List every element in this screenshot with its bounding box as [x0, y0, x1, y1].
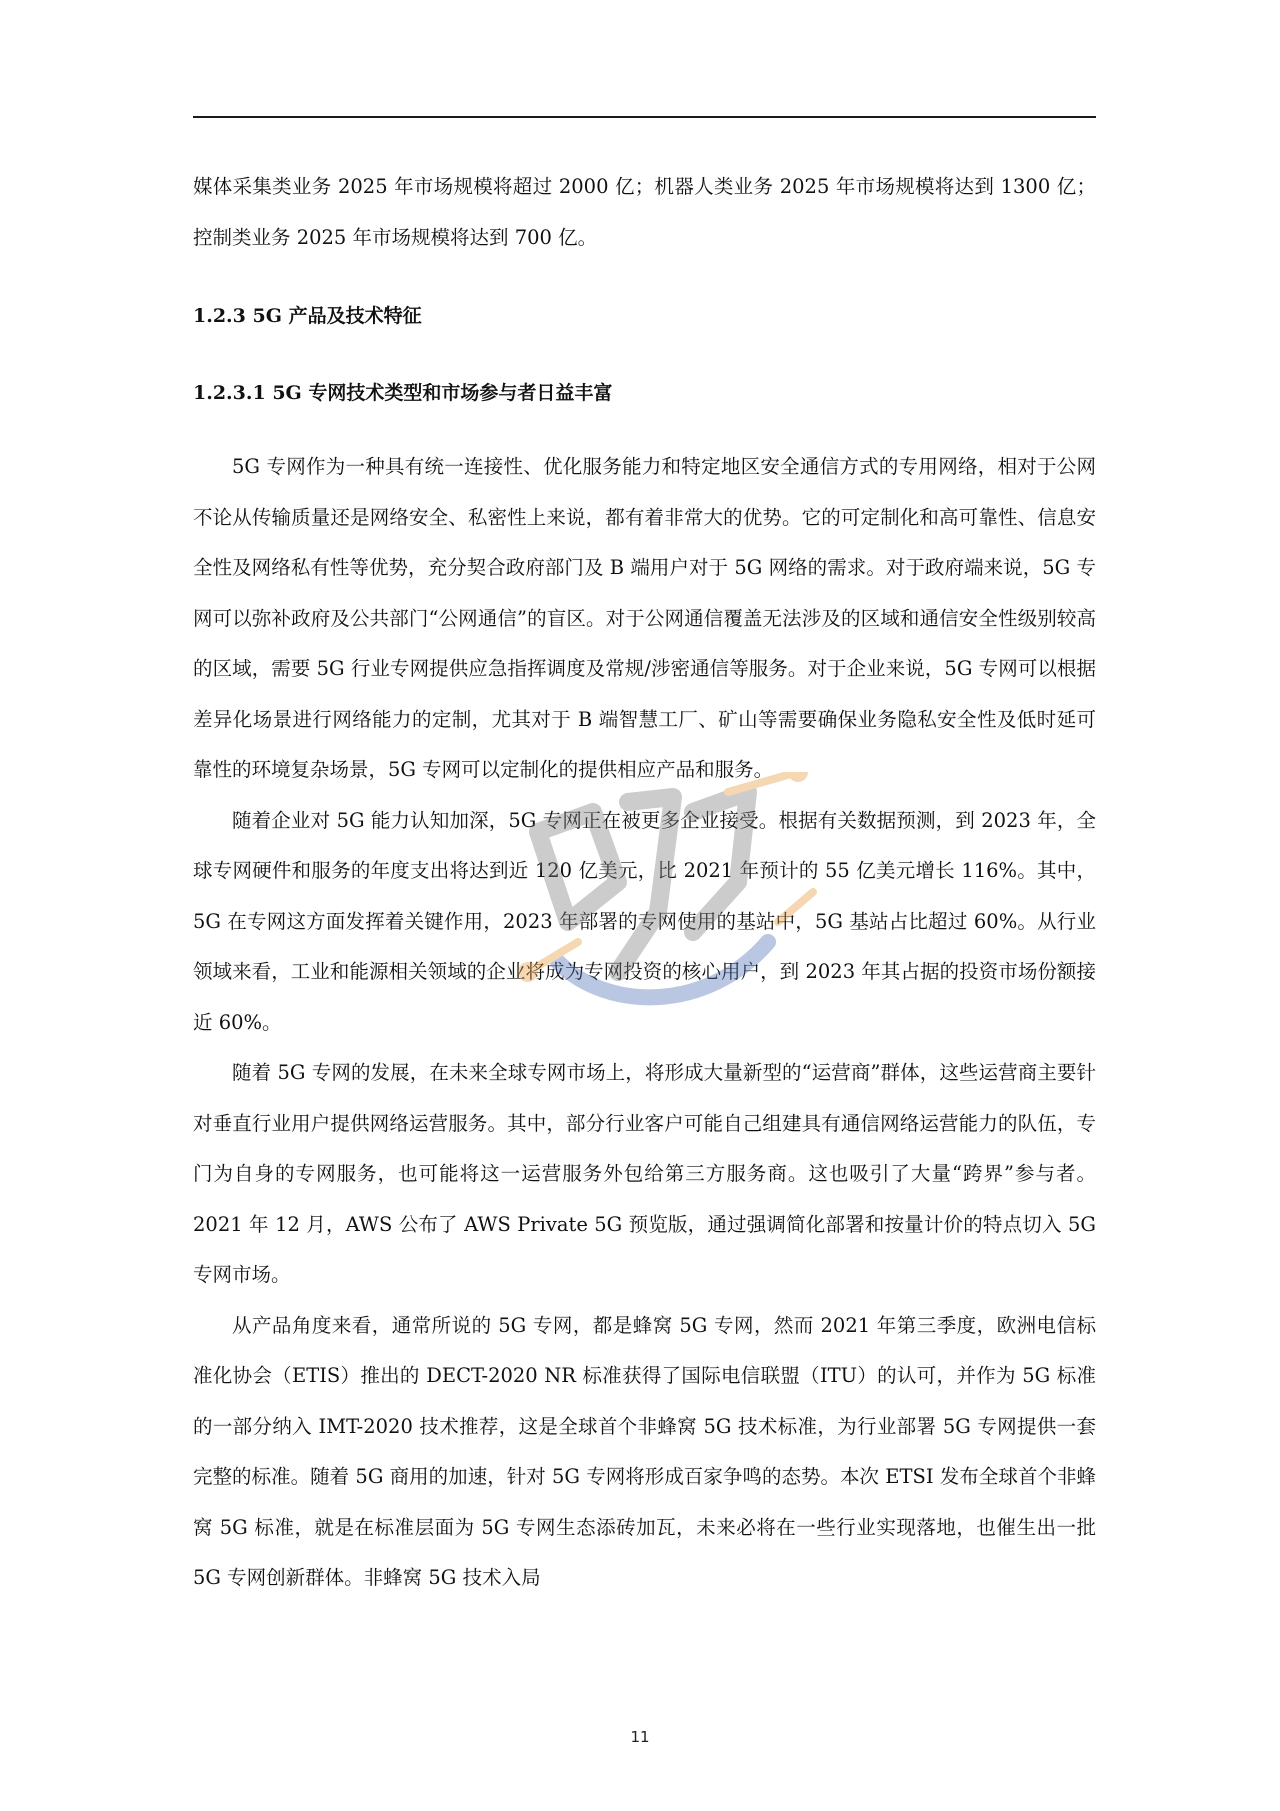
page-number: 11	[630, 1728, 650, 1746]
header-rule	[193, 116, 1096, 118]
subsection-heading: 1.2.3.1 5G 专网技术类型和市场参与者日益丰富	[193, 382, 613, 404]
body-paragraph-1: 5G 专网作为一种具有统一连接性、优化服务能力和特定地区安全通信方式的专用网络，相对于公网不论从传输质量还是网络安全、私密性上来说，都有着非常大的优势。它的可定制化和高可靠性、信息安全性及网络私有性等优势，充分契合政府部门及 B 端用户对于 5G 网络的需求。对于政府端来说，5G 专网可以弥补政府及公共部门“公网通信”的盲区。对于公网通信覆盖无法涉及的区域和通信安全性级别较高的区域，需要 5G 行业专网提供应急指挥调度及常规/涉密通信等服务。对于企业来说，5G 专网可以根据差异化场景进行网络能力的定制，尤其对于 B 端智慧工厂、矿山等需要确保业务隐私安全性及低时延可靠性的环境复杂场景，5G 专网可以定制化的提供相应产品和服务。	[193, 455, 1096, 781]
paragraph-intro: 媒体采集类业务 2025 年市场规模将超过 2000 亿；机器人类业务 2025 年市场规模将达到 1300 亿；控制类业务 2025 年市场规模将达到 700 亿。	[193, 175, 1096, 249]
body-paragraph-2: 随着企业对 5G 能力认知加深，5G 专网正在被更多企业接受。根据有关数据预测，到 2023 年，全球专网硬件和服务的年度支出将达到近 120 亿美元，比 2021 年预计的 55 亿美元增长 116%。其中，5G 在专网这方面发挥着关键作用，2023 年部署的专网使用的基站中，5G 基站占比超过 60%。从行业领域来看，工业和能源相关领域的企业将成为专网投资的核心用户，到 2023 年其占据的投资市场份额接近 60%。	[193, 808, 1096, 1034]
section-heading: 1.2.3 5G 产品及技术特征	[193, 305, 422, 327]
body-paragraph-4: 从产品角度来看，通常所说的 5G 专网，都是蜂窝 5G 专网，然而 2021 年第三季度，欧洲电信标准化协会（ETIS）推出的 DECT-2020 NR 标准获得了国际电信联盟（ITU）的认可，并作为 5G 标准的一部分纳入 IMT-2020 技术推荐，这是全球首个非蜂窝 5G 技术标准，为行业部署 5G 专网提供一套完整的标准。随着 5G 商用的加速，针对 5G 专网将形成百家争鸣的态势。本次 ETSI 发布全球首个非蜂窝 5G 标准，就是在标准层面为 5G 专网生态添砖加瓦，未来必将在一些行业实现落地，也催生出一批 5G 专网创新群体。非蜂窝 5G 技术入局	[193, 1313, 1096, 1589]
body-paragraph-3: 随着 5G 专网的发展，在未来全球专网市场上，将形成大量新型的“运营商”群体，这些运营商主要针对垂直行业用户提供网络运营服务。其中，部分行业客户可能自己组建具有通信网络运营能力的队伍，专门为自身的专网服务，也可能将这一运营服务外包给第三方服务商。这也吸引了大量“跨界”参与者。2021 年 12 月，AWS 公布了 AWS Private 5G 预览版，通过强调简化部署和按量计价的特点切入 5G 专网市场。	[193, 1061, 1096, 1286]
watermark-logo-icon	[498, 772, 828, 1022]
